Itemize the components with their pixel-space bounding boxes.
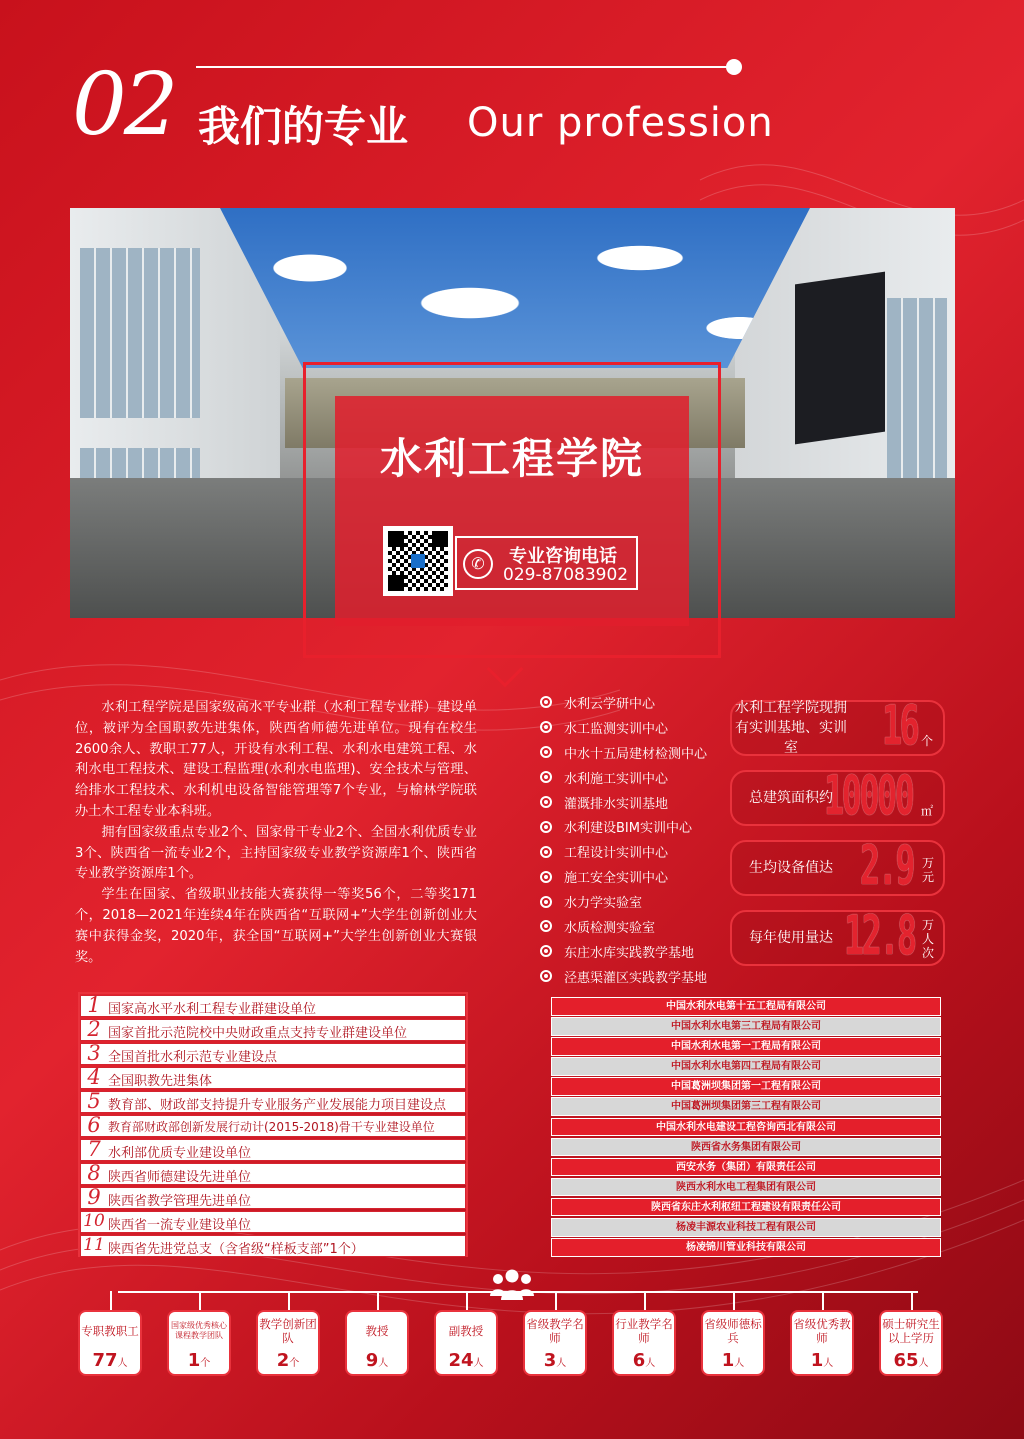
college-title: 水利工程学院 <box>379 434 644 483</box>
list-item: 中国水利水电第三工程局有限公司 <box>551 1017 941 1036</box>
stat-equipment-value <box>730 834 945 897</box>
list-item: 施工安全实训中心 <box>540 864 735 889</box>
list-item: 中国葛洲坝集团第三工程有限公司 <box>551 1097 941 1116</box>
list-item: 1 国家高水平水利工程专业群建设单位 <box>80 995 466 1017</box>
list-item: 9 陕西省教学管理先进单位 <box>80 1187 466 1209</box>
staff-connector <box>199 1291 201 1311</box>
staff-connector <box>822 1291 824 1311</box>
list-item: 西安水务（集团）有限责任公司 <box>551 1158 941 1177</box>
bullet-icon <box>540 846 552 858</box>
stat-building-area <box>730 764 945 827</box>
qr-code[interactable] <box>383 526 453 596</box>
list-item: 水力学实验室 <box>540 889 735 914</box>
list-item: 水利施工实训中心 <box>540 765 735 790</box>
list-item: 陕西水利水电工程集团有限公司 <box>551 1178 941 1197</box>
intro-paragraph: 拥有国家级重点专业2个、国家骨干专业2个、全国水利优质专业3个、陕西省一流专业2个，主持国家级专业教学资源库1个、陕西省专业教学资源库1个。 <box>75 824 477 882</box>
stat-value: 12.8 <box>844 904 915 967</box>
stat-annual-usage <box>730 904 945 967</box>
list-item: 泾惠渠灌区实践教学基地 <box>540 964 735 989</box>
list-item: 2 国家首批示范院校中央财政重点支持专业群建设单位 <box>80 1019 466 1041</box>
stat-unit: ㎡ <box>921 804 934 818</box>
college-intro <box>75 698 477 968</box>
staff-connector <box>733 1291 735 1311</box>
list-item: 中国水利水电第四工程局有限公司 <box>551 1057 941 1076</box>
section-title-en: Our profession <box>467 100 774 146</box>
list-item: 7 水利部优质专业建设单位 <box>80 1139 466 1161</box>
list-item: 杨凌锦川管业科技有限公司 <box>551 1238 941 1257</box>
stat-value: 2.9 <box>860 834 914 897</box>
intro-paragraph: 水利工程学院是国家级高水平专业群（水利工程专业群）建设单位，被评为全国职教先进集体，陕西省师德先进单位。现有在校生2600余人、教职工77人，开设有水利工程、水利水电建筑工程、水利水电工程技术、建设工程监理(水利水电监理)、安全技术与管理、给排水工程技术、水利机电设备智能管理等7个专业，与榆林学院联办土木工程专业本科班。 <box>75 700 477 819</box>
stat-label: 水利工程学院现拥有实训基地、实训室 <box>735 700 847 756</box>
staff-connector <box>118 1291 918 1293</box>
list-item: 中国水利水电建设工程咨询西北有限公司 <box>551 1118 941 1137</box>
staff-connector <box>555 1291 557 1311</box>
bullet-icon <box>540 746 552 758</box>
staff-stat-card: 教学创新团队 2个 <box>256 1310 320 1376</box>
stat-value: 10000 <box>824 764 913 827</box>
header-dot <box>726 59 742 75</box>
staff-stat-card: 省级师德标兵 1人 <box>701 1310 765 1376</box>
bullet-icon <box>540 721 552 733</box>
bullet-icon <box>540 771 552 783</box>
staff-stat-card: 省级优秀教师 1人 <box>790 1310 854 1376</box>
staff-stat-card: 国家级优秀核心课程教学团队 1个 <box>167 1310 231 1376</box>
bullet-icon <box>540 821 552 833</box>
list-item: 陕西省东庄水利枢纽工程建设有限责任公司 <box>551 1198 941 1217</box>
list-item: 中水十五局建材检测中心 <box>540 740 735 765</box>
people-group-icon <box>488 1268 536 1302</box>
training-centers-list <box>540 690 735 989</box>
list-item: 11 陕西省先进党总支（含省级“样板支部”1个） <box>80 1235 466 1257</box>
section-title-cn: 我们的专业 <box>198 102 409 151</box>
list-item: 杨凌丰源农业科技工程有限公司 <box>551 1218 941 1237</box>
bullet-icon <box>540 896 552 908</box>
staff-connector <box>466 1291 468 1311</box>
stat-unit: 万元 <box>922 856 935 884</box>
list-item: 工程设计实训中心 <box>540 839 735 864</box>
list-item: 10 陕西省一流专业建设单位 <box>80 1211 466 1233</box>
staff-stat-card: 省级教学名师 3人 <box>523 1310 587 1376</box>
stat-value: 16 <box>882 694 918 757</box>
stat-unit: 万人次 <box>922 918 935 960</box>
stat-label: 生均设备值达 <box>749 860 833 876</box>
list-item: 东庄水库实践教学基地 <box>540 939 735 964</box>
list-item: 中国水利水电第十五工程局有限公司 <box>551 997 941 1016</box>
honors-list <box>78 992 468 1257</box>
staff-stat-card: 副教授 24人 <box>434 1310 498 1376</box>
bullet-icon <box>540 920 552 932</box>
stat-unit: 个 <box>921 734 934 748</box>
bullet-icon <box>540 945 552 957</box>
list-item: 水利建设BIM实训中心 <box>540 814 735 839</box>
phone-icon: ✆ <box>463 549 493 579</box>
staff-connector <box>288 1291 290 1311</box>
bullet-icon <box>540 696 552 708</box>
staff-stat-card: 教授 9人 <box>345 1310 409 1376</box>
staff-connector <box>911 1291 913 1311</box>
staff-connector <box>110 1291 112 1311</box>
consult-phone-number: 029-87083902 <box>503 565 629 585</box>
bullet-icon <box>540 796 552 808</box>
list-item: 6 教育部财政部创新发展行动计(2015-2018)骨干专业建设单位 <box>80 1115 466 1137</box>
list-item: 中国水利水电第一工程局有限公司 <box>551 1037 941 1056</box>
sky-ceiling <box>220 208 810 368</box>
stat-label: 每年使用量达 <box>749 930 833 946</box>
list-item: 灌溉排水实训基地 <box>540 790 735 815</box>
led-screen <box>795 272 885 445</box>
staff-stat-card: 专职教职工 77人 <box>78 1310 142 1376</box>
list-item: 陕西省水务集团有限公司 <box>551 1138 941 1157</box>
list-item: 4 全国职教先进集体 <box>80 1067 466 1089</box>
college-card <box>335 396 689 626</box>
section-number: 02 <box>72 55 176 155</box>
stat-label: 总建筑面积约 <box>749 790 833 806</box>
list-item: 水工监测实训中心 <box>540 715 735 740</box>
list-item: 水质检测实验室 <box>540 914 735 939</box>
list-item: 中国葛洲坝集团第一工程有限公司 <box>551 1077 941 1096</box>
staff-stat-card: 行业教学名师 6人 <box>612 1310 676 1376</box>
list-item: 3 全国首批水利示范专业建设点 <box>80 1043 466 1065</box>
consult-phone-box[interactable] <box>455 536 638 590</box>
list-item: 5 教育部、财政部支持提升专业服务产业发展能力项目建设点 <box>80 1091 466 1113</box>
partner-companies-list <box>551 997 941 1258</box>
consult-phone-label: 专业咨询电话 <box>509 546 617 567</box>
staff-stat-card: 硕士研究生以上学历 65人 <box>879 1310 943 1376</box>
staff-connector <box>644 1291 646 1311</box>
stat-training-bases <box>730 694 945 757</box>
staff-connector <box>377 1291 379 1311</box>
list-item: 8 陕西省师德建设先进单位 <box>80 1163 466 1185</box>
bullet-icon <box>540 970 552 982</box>
photo-window <box>80 248 200 418</box>
intro-paragraph: 学生在国家、省级职业技能大赛获得一等奖56个，二等奖171个，2018—2021年连续4年在陕西省“互联网+”大学生创新创业大赛中获得金奖，2020年，获全国“互联网+”大学生创新创业大赛银奖。 <box>75 887 477 965</box>
list-item: 水利云学研中心 <box>540 690 735 715</box>
bullet-icon <box>540 871 552 883</box>
header-divider <box>196 66 732 68</box>
